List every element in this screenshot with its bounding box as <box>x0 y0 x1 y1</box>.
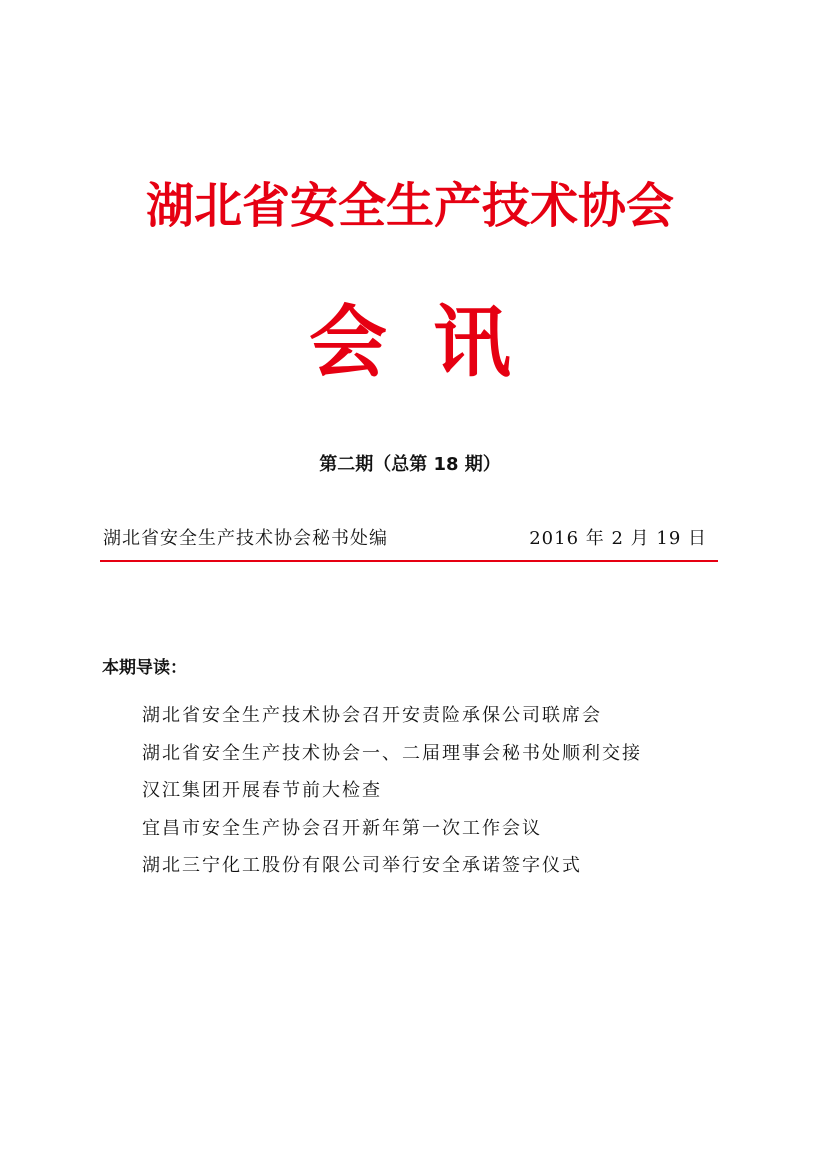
organization-title: 湖北省安全生产技术协会 <box>145 178 674 234</box>
issue-number: 第二期（总第 18 期） <box>319 454 501 475</box>
guide-list <box>142 697 642 885</box>
red-divider <box>100 560 718 562</box>
publication-title: 会讯 <box>308 298 557 388</box>
masthead-line <box>103 526 715 552</box>
publication-date: 2016 年 2 月 19 日 <box>529 528 707 549</box>
guide-item: 宜昌市安全生产协会召开新年第一次工作会议 <box>142 817 542 839</box>
editor-credit: 湖北省安全生产技术协会秘书处编 <box>103 528 388 549</box>
guide-item: 汉江集团开展春节前大检查 <box>142 780 382 801</box>
guide-item: 湖北省安全生产技术协会召开安责险承保公司联席会 <box>142 705 602 726</box>
guide-item: 湖北省安全生产技术协会一、二届理事会秘书处顺利交接 <box>142 742 642 764</box>
guide-item: 湖北三宁化工股份有限公司举行安全承诺签字仪式 <box>142 855 582 876</box>
guide-heading: 本期导读： <box>102 658 187 678</box>
